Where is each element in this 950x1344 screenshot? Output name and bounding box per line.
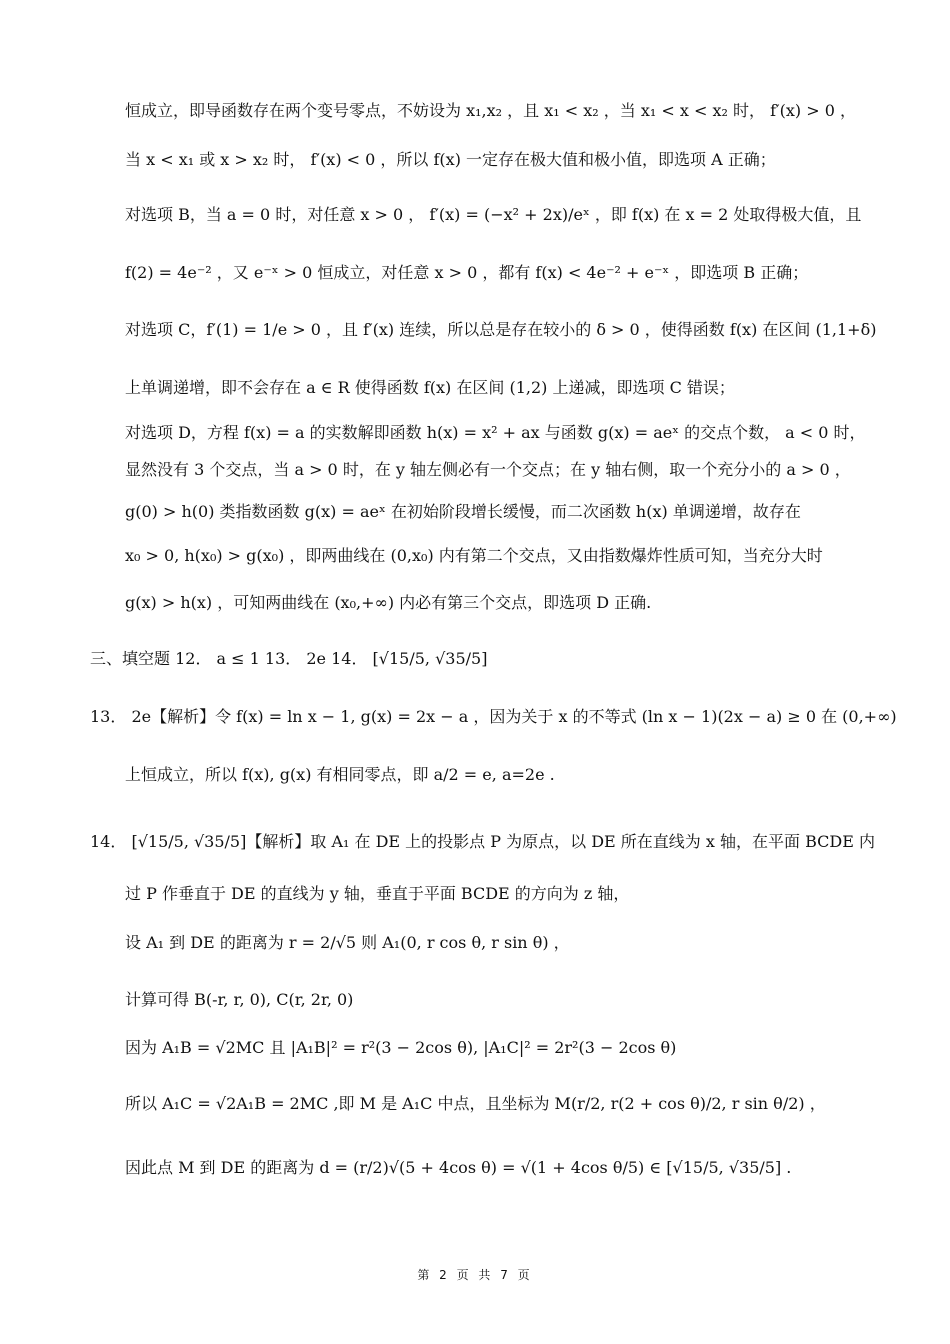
text-line-9: g(0) > h(0) 类指数函数 g(x) = aeˣ 在初始阶段增长缓慢，而二次函数 h(x) 单调递增，故存在 (125, 502, 801, 521)
text-line-7: 对选项 D，方程 f(x) = a 的实数解即函数 h(x) = x² + ax 与函数 g(x) = aeˣ 的交点个数， a < 0 时， (125, 423, 866, 442)
text-line-19: 因为 A₁B = √2MC 且 |A₁B|² = r²(3 − 2cos θ), |A₁C|² = 2r²(3 − 2cos θ) (125, 1038, 677, 1057)
text-line-15: 14． [√15/5, √35/5]【解析】取 A₁ 在 DE 上的投影点 P 为原点，以 DE 所在直线为 x 轴，在平面 BCDE 内 (90, 832, 875, 851)
page-footer: 第 2 页 共 7 页 (417, 1268, 533, 1282)
text-line-16: 过 P 作垂直于 DE 的直线为 y 轴，垂直于平面 BCDE 的方向为 z 轴， (125, 884, 630, 903)
text-line-11: g(x) > h(x) ，可知两曲线在 (x₀,+∞) 内必有第三个交点，即选项 D 正确. (125, 593, 652, 612)
text-line-2: 当 x < x₁ 或 x > x₂ 时， f′(x) < 0 ，所以 f(x) 一定存在极大值和极小值，即选项 A 正确； (125, 150, 776, 169)
text-line-17: 设 A₁ 到 DE 的距离为 r = 2/√5 则 A₁(0, r cos θ, r sin θ) ， (125, 933, 570, 952)
text-line-10: x₀ > 0, h(x₀) > g(x₀) ，即两曲线在 (0,x₀) 内有第二个交点，又由指数爆炸性质可知，当充分大时 (125, 546, 823, 565)
text-line-4: f(2) = 4e⁻² ，又 e⁻ˣ > 0 恒成立，对任意 x > 0 ，都有 f(x) < 4e⁻² + e⁻ˣ ，即选项 B 正确； (125, 263, 809, 282)
text-line-1: 恒成立，即导函数存在两个变号零点，不妨设为 x₁,x₂ ，且 x₁ < x₂ ，当 x₁ < x < x₂ 时， f′(x) > 0 ， (125, 101, 856, 120)
text-line-21: 因此点 M 到 DE 的距离为 d = (r/2)√(5 + 4cos θ) = √(1 + 4cos θ/5) ∈ [√15/5, √35/5] . (125, 1158, 792, 1177)
text-line-6: 上单调递增，即不会存在 a ∈ R 使得函数 f(x) 在区间 (1,2) 上递减，即选项 C 错误； (125, 378, 735, 397)
text-line-13: 13． 2e【解析】令 f(x) = ln x − 1, g(x) = 2x − a ，因为关于 x 的不等式 (ln x − 1)(2x − a) ≥ 0 在 (0,+∞) (90, 707, 897, 726)
text-line-8: 显然没有 3 个交点，当 a > 0 时，在 y 轴左侧必有一个交点；在 y 轴右侧，取一个充分小的 a > 0 ， (125, 460, 851, 479)
text-line-20: 所以 A₁C = √2A₁B = 2MC ,即 M 是 A₁C 中点，且坐标为 M(r/2, r(2 + cos θ)/2, r sin θ/2) ， (125, 1094, 826, 1113)
section-heading-fill-in: 三、填空题 12． a ≤ 1 13． 2e 14． [√15/5, √35/5] (90, 649, 488, 668)
text-line-5: 对选项 C，f′(1) = 1/e > 0 ，且 f′(x) 连续，所以总是存在较小的 δ > 0 ，使得函数 f(x) 在区间 (1,1+δ) (125, 320, 877, 339)
text-line-3: 对选项 B，当 a = 0 时，对任意 x > 0 ， f′(x) = (−x² + 2x)/eˣ ，即 f(x) 在 x = 2 处取得极大值，且 (125, 205, 862, 224)
text-line-18: 计算可得 B(-r, r, 0), C(r, 2r, 0) (125, 990, 354, 1009)
text-line-14: 上恒成立，所以 f(x), g(x) 有相同零点，即 a/2 = e, a=2e . (125, 765, 555, 784)
